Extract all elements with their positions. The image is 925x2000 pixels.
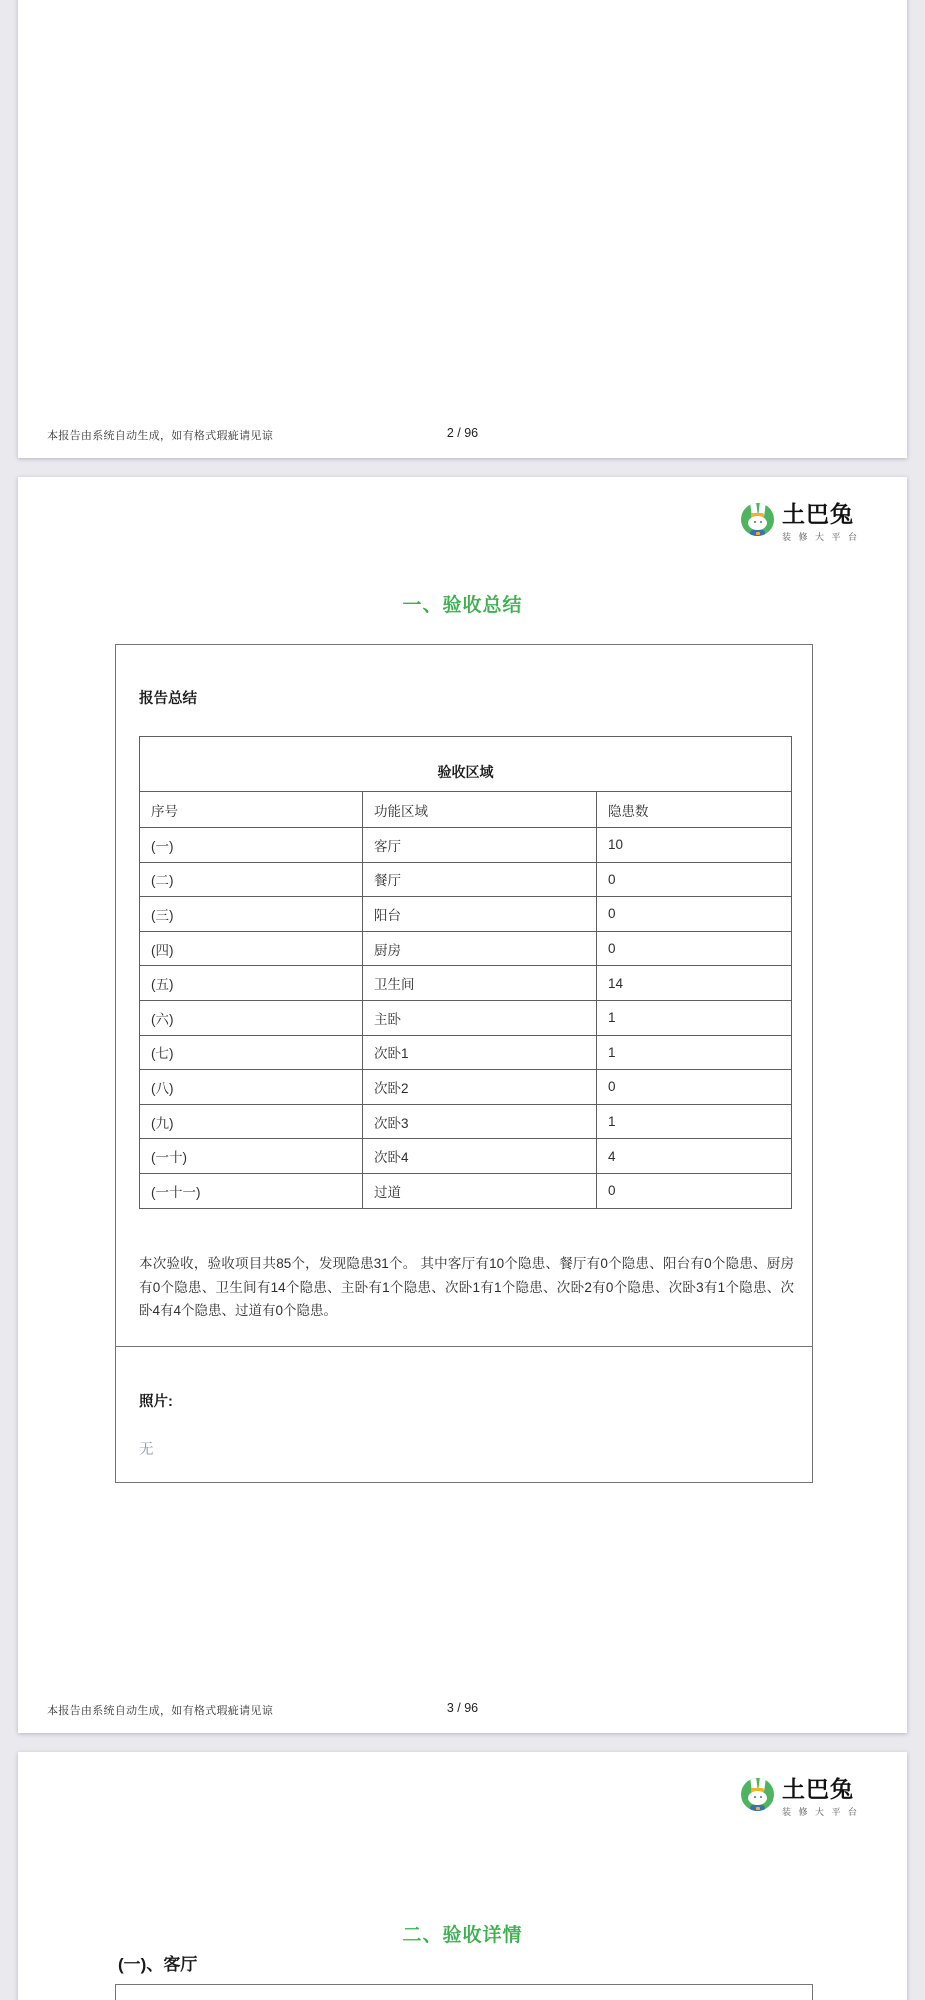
table-row: [140, 1000, 792, 1035]
cell-index: (一): [140, 828, 363, 863]
acceptance-area-table: [139, 736, 792, 1209]
cell-hazards: 1: [597, 1035, 792, 1070]
cell-hazards: 0: [597, 931, 792, 966]
table-row: [140, 828, 792, 863]
logo-name: 土巴兔: [782, 501, 854, 527]
report-summary-label: 报告总结: [139, 691, 197, 707]
table-group-header: 验收区域: [140, 737, 792, 792]
cell-index: (一十): [140, 1139, 363, 1174]
cell-index: (四): [140, 931, 363, 966]
footer-disclaimer: 本报告由系统自动生成，如有格式瑕疵请见谅: [47, 1705, 273, 1717]
cell-area: 次卧4: [363, 1139, 597, 1174]
cell-index: (五): [140, 966, 363, 1001]
section-title-acceptance-details: 二、验收详情: [402, 1925, 523, 1946]
cell-area: 餐厅: [363, 862, 597, 897]
cell-area: 次卧2: [363, 1070, 597, 1105]
cell-area: 客厅: [363, 828, 597, 863]
section-title-acceptance-summary: 一、验收总结: [402, 595, 523, 616]
table-row: [140, 931, 792, 966]
page-number: 2 / 96: [446, 426, 479, 440]
photo-label: 照片:: [139, 1394, 173, 1410]
table-row: [140, 862, 792, 897]
page-3-footer: [18, 1701, 907, 1717]
tubatu-logo: [741, 1776, 867, 1832]
report-summary-box: [115, 644, 813, 1483]
tubatu-logo: [741, 501, 867, 557]
section-divider: [115, 1346, 813, 1347]
footer-disclaimer: 本报告由系统自动生成，如有格式瑕疵请见谅: [47, 430, 273, 442]
cell-index: (六): [140, 1000, 363, 1035]
cell-hazards: 0: [597, 862, 792, 897]
cell-hazards: 1: [597, 1104, 792, 1139]
page-number: 3 / 96: [446, 1701, 479, 1715]
table-row: [140, 1139, 792, 1174]
cell-hazards: 0: [597, 1070, 792, 1105]
cell-area: 过道: [363, 1173, 597, 1208]
cell-hazards: 0: [597, 897, 792, 932]
report-page-4: [18, 1752, 907, 2000]
cell-area: 卫生间: [363, 966, 597, 1001]
cell-area: 次卧1: [363, 1035, 597, 1070]
cell-area: 厨房: [363, 931, 597, 966]
cell-index: (一十一): [140, 1173, 363, 1208]
report-page-2: [18, 0, 907, 458]
page-2-footer: [18, 426, 907, 442]
col-header-index: 序号: [140, 792, 363, 828]
table-row: [140, 1173, 792, 1208]
cell-hazards: 10: [597, 828, 792, 863]
cell-hazards: 0: [597, 1173, 792, 1208]
table-row: [140, 897, 792, 932]
cell-area: 阳台: [363, 897, 597, 932]
photo-value: 无: [139, 1442, 154, 1458]
col-header-hazards: 隐患数: [597, 792, 792, 828]
logo-tagline: 装修大平台: [782, 1807, 865, 1817]
cell-area: 次卧3: [363, 1104, 597, 1139]
living-room-detail-box: [115, 1984, 813, 2000]
cell-index: (九): [140, 1104, 363, 1139]
col-header-area: 功能区域: [363, 792, 597, 828]
cell-index: (三): [140, 897, 363, 932]
table-column-header-row: [140, 792, 792, 828]
tubatu-rabbit-icon: [741, 503, 774, 536]
table-row: [140, 1104, 792, 1139]
cell-hazards: 4: [597, 1139, 792, 1174]
acceptance-summary-paragraph: 本次验收，验收项目共85个，发现隐患31个。 其中客厅有10个隐患、餐厅有0个隐患、阳台有0个隐患、厨房有0个隐患、卫生间有14个隐患、主卧有1个隐患、次卧1有1个隐患、次卧2有0个隐患、次卧3有1个隐患、次卧4有4个隐患、过道有0个隐患。: [139, 1256, 794, 1318]
logo-tagline: 装修大平台: [782, 532, 865, 542]
subsection-title-living-room: (一)、客厅: [118, 1955, 198, 1974]
table-row: [140, 1035, 792, 1070]
cell-index: (七): [140, 1035, 363, 1070]
cell-hazards: 1: [597, 1000, 792, 1035]
report-page-3: [18, 477, 907, 1733]
logo-name: 土巴兔: [782, 1776, 854, 1802]
table-row: [140, 966, 792, 1001]
tubatu-rabbit-icon: [741, 1778, 774, 1811]
cell-area: 主卧: [363, 1000, 597, 1035]
cell-hazards: 14: [597, 966, 792, 1001]
cell-index: (二): [140, 862, 363, 897]
cell-index: (八): [140, 1070, 363, 1105]
table-row: [140, 1070, 792, 1105]
